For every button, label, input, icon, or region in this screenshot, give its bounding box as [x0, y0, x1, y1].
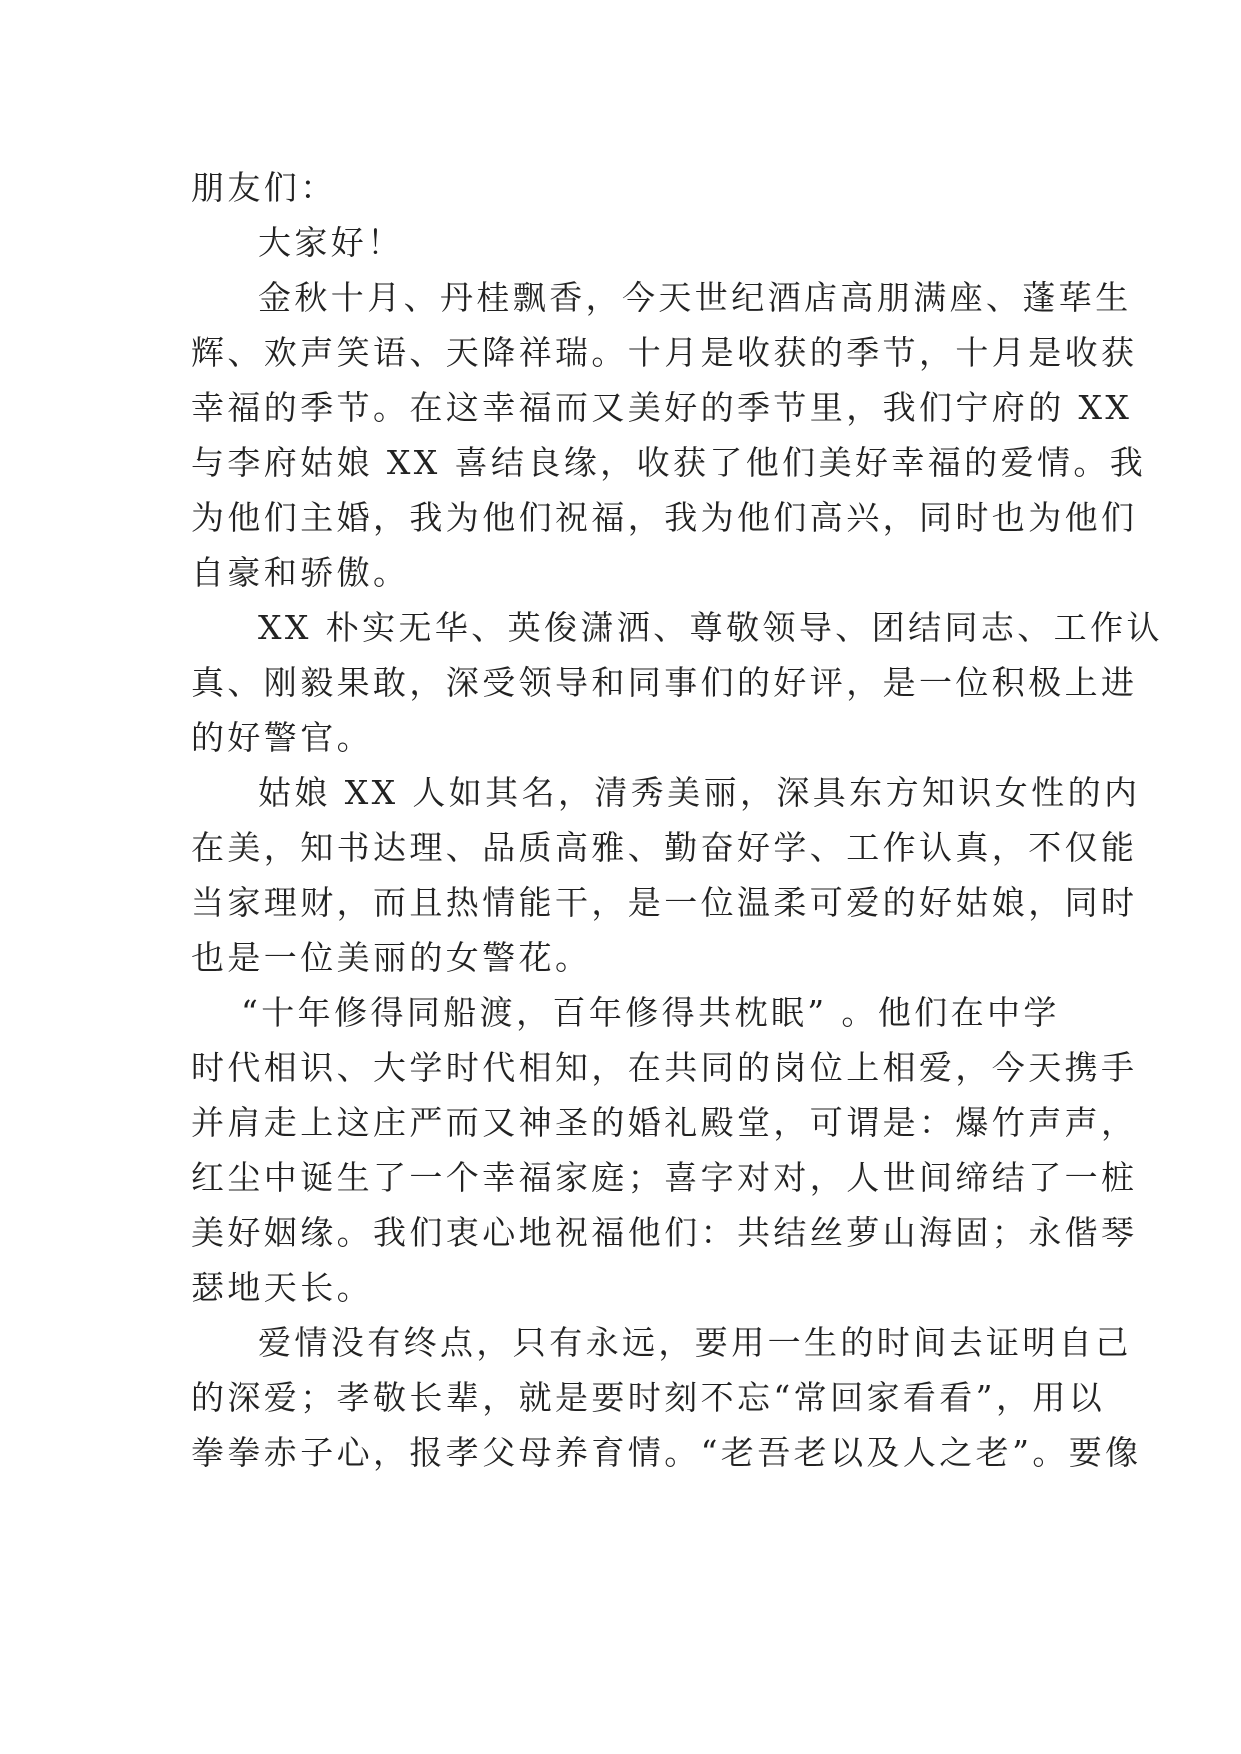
paragraph-4-line-6: 瑟地天长。	[191, 1268, 373, 1307]
paragraph-1-line-2: 辉、欢声笑语、天降祥瑞。十月是收获的季节，十月是收获	[191, 333, 1138, 372]
paragraph-4-line-4: 红尘中诞生了一个幸福家庭；喜字对对，人世间缔结了一桩	[191, 1158, 1138, 1197]
paragraph-3-line-3: 当家理财，而且热情能干，是一位温柔可爱的好姑娘，同时	[191, 883, 1138, 922]
paragraph-1-line-3: 幸福的季节。在这幸福而又美好的季节里，我们宁府的 XX	[191, 388, 1133, 427]
paragraph-3-line-2: 在美，知书达理、品质高雅、勤奋好学、工作认真，不仅能	[191, 828, 1138, 867]
paragraph-1-line-6: 自豪和骄傲。	[191, 553, 410, 592]
paragraph-1-line-4: 与李府姑娘 XX 喜结良缘，收获了他们美好幸福的爱情。我	[191, 443, 1147, 482]
paragraph-4-line-2: 时代相识、大学时代相知，在共同的岗位上相爱，今天携手	[191, 1048, 1138, 1087]
paragraph-4-line-1: “十年修得同船渡，百年修得共枕眠” 。他们在中学	[241, 993, 1060, 1032]
paragraph-3-line-1: 姑娘 XX 人如其名，清秀美丽，深具东方知识女性的内	[258, 773, 1141, 812]
salutation-line: 朋友们：	[191, 168, 337, 207]
paragraph-5-line-2: 的深爱；孝敬长辈，就是要时刻不忘“常回家看看”，用以	[191, 1378, 1106, 1417]
greeting-line: 大家好！	[258, 223, 404, 262]
speech-text	[191, 160, 1163, 1480]
paragraph-5-line-1: 爱情没有终点，只有永远，要用一生的时间去证明自己	[258, 1323, 1132, 1362]
paragraph-1-line-1: 金秋十月、丹桂飘香，今天世纪酒店高朋满座、蓬荜生	[258, 278, 1132, 317]
paragraph-4-line-3: 并肩走上这庄严而又神圣的婚礼殿堂，可谓是：爆竹声声，	[191, 1103, 1138, 1142]
paragraph-2-line-2: 真、刚毅果敢，深受领导和同事们的好评，是一位积极上进	[191, 663, 1138, 702]
paragraph-3-line-4: 也是一位美丽的女警花。	[191, 938, 592, 977]
paragraph-2-line-1: XX 朴实无华、英俊潇洒、尊敬领导、团结同志、工作认	[258, 608, 1163, 647]
paragraph-5-line-3: 拳拳赤子心，报孝父母养育情。“老吾老以及人之老”。要像	[191, 1433, 1142, 1472]
paragraph-2-line-3: 的好警官。	[191, 718, 373, 757]
paragraph-4-line-5: 美好姻缘。我们衷心地祝福他们：共结丝萝山海固；永偕琴	[191, 1213, 1138, 1252]
paragraph-1-line-5: 为他们主婚，我为他们祝福，我为他们高兴，同时也为他们	[191, 498, 1138, 537]
